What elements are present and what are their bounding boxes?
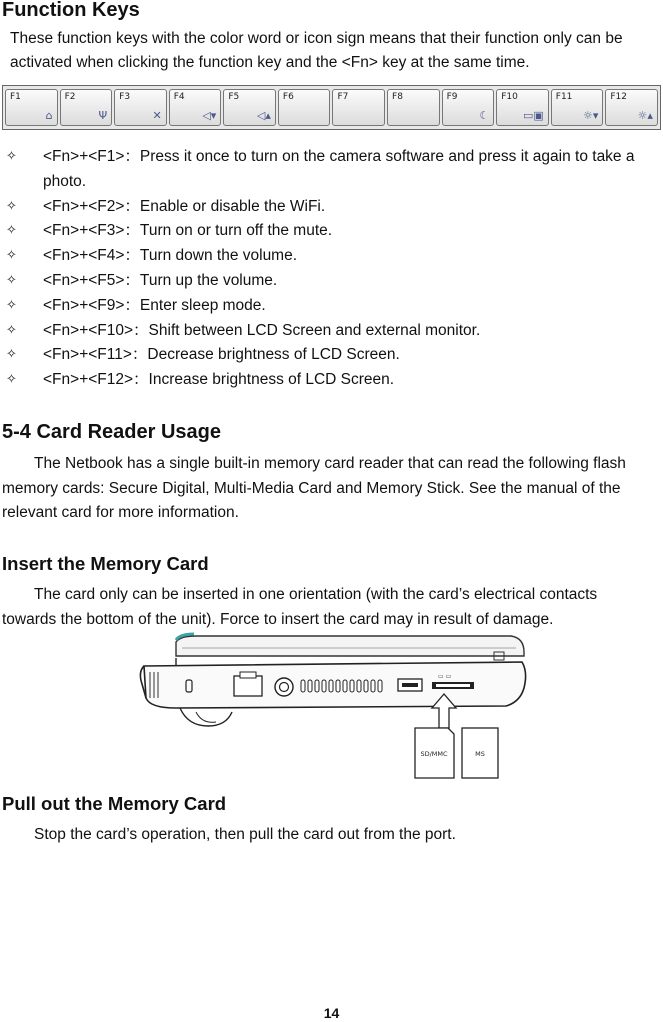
mute-icon: ✕ [152, 109, 162, 122]
function-key-f8 [387, 89, 440, 126]
fn-shortcut-text: <Fn>+<F5>：Turn up the volume. [43, 271, 278, 289]
sleep-icon: ☾ [479, 109, 490, 122]
function-key-row [2, 85, 661, 130]
diamond-bullet-icon: ✧ [6, 322, 17, 338]
function-key-f2 [60, 89, 113, 126]
fn-shortcut-list [0, 145, 663, 393]
diamond-bullet-icon: ✧ [6, 347, 17, 363]
sd-mmc-card-label: SD/MMC [420, 750, 448, 758]
function-key-f1 [5, 89, 58, 126]
function-key-f11 [551, 89, 604, 126]
diamond-bullet-icon: ✧ [6, 198, 17, 214]
fn-shortcut-item [0, 368, 640, 393]
card-reader-text: The Netbook has a single built-in memory card reader that can read the following flash memory cards: Secure Digital, Multi-Media Card and Memory Stick. See the manual of the relevant card for more information. [2, 455, 626, 521]
diamond-bullet-icon: ✧ [6, 297, 17, 313]
function-key-f6 [278, 89, 331, 126]
function-keys-intro: These function keys with the color word or icon sign means that their function only can be activated when clicking the function key and the <Fn> key at the same time. [10, 30, 623, 71]
function-key-label: F3 [119, 92, 131, 102]
function-keys-title: Function Keys [2, 0, 140, 21]
page-number: 14 [323, 1005, 340, 1021]
fn-shortcut-text: <Fn>+<F10>：Shift between LCD Screen and external monitor. [43, 321, 481, 339]
insert-card-text: The card only can be inserted in one orientation (with the card’s electrical contacts towards the bottom of the unit). Force to insert the card may in result of damage. [2, 586, 598, 628]
function-key-f10 [496, 89, 549, 126]
diamond-bullet-icon: ✧ [6, 248, 17, 264]
volume-up-icon: ◁▴ [256, 109, 271, 122]
fn-shortcut-item [0, 269, 640, 294]
function-key-label: F11 [555, 92, 573, 102]
fn-shortcut-text: <Fn>+<F9>：Enter sleep mode. [43, 296, 266, 314]
function-key-f12 [605, 89, 658, 126]
insert-card-title: Insert the Memory Card [2, 553, 209, 574]
function-key-label: F9 [446, 92, 458, 102]
pull-card-text: Stop the card’s operation, then pull the card out from the port. [34, 826, 456, 843]
function-key-f9 [442, 89, 495, 126]
function-key-label: F1 [10, 92, 21, 102]
diamond-bullet-icon: ✧ [6, 272, 17, 288]
ms-card-label: MS [475, 750, 485, 758]
function-key-f3 [114, 89, 167, 126]
function-key-label: F4 [173, 92, 185, 102]
camera-icon: ⌂ [45, 109, 53, 122]
diamond-bullet-icon: ✧ [6, 372, 17, 388]
function-key-label: F2 [64, 92, 76, 102]
fn-shortcut-item [0, 244, 640, 269]
diamond-bullet-icon: ✧ [6, 223, 17, 239]
pull-card-title: Pull out the Memory Card [2, 793, 227, 814]
function-key-f7 [332, 89, 385, 126]
function-key-label: F7 [337, 92, 349, 102]
brightness-down-icon: ☼▾ [582, 109, 599, 122]
card-insert-illustration [136, 632, 528, 782]
fn-shortcut-text: <Fn>+<F4>：Turn down the volume. [43, 247, 298, 265]
fn-shortcut-item [0, 343, 640, 368]
fn-shortcut-text: <Fn>+<F1>：Press it once to turn on the camera software and press it again to take a photo. [43, 148, 635, 190]
diamond-bullet-icon: ✧ [6, 149, 17, 164]
display-switch-icon: ▭▣ [522, 109, 544, 122]
function-key-label: F12 [610, 92, 627, 102]
function-key-label: F8 [392, 92, 403, 102]
volume-down-icon: ◁▾ [202, 109, 217, 122]
function-key-f4 [169, 89, 222, 126]
fn-shortcut-text: <Fn>+<F2>：Enable or disable the WiFi. [43, 197, 326, 215]
fn-shortcut-text: <Fn>+<F3>：Turn on or turn off the mute. [43, 222, 333, 240]
fn-shortcut-item [0, 195, 640, 220]
function-key-label: F10 [501, 92, 518, 102]
fn-shortcut-item [0, 319, 640, 344]
fn-shortcut-text: <Fn>+<F12>：Increase brightness of LCD Screen. [43, 371, 395, 389]
wifi-icon: Ψ [98, 109, 108, 122]
function-key-label: F5 [228, 92, 240, 102]
fn-shortcut-item [0, 294, 640, 319]
function-key-f5 [223, 89, 276, 126]
brightness-up-icon: ☼▴ [637, 109, 653, 122]
function-key-label: F6 [282, 92, 294, 102]
card-reader-title: 5-4 Card Reader Usage [2, 421, 221, 443]
fn-shortcut-item [0, 219, 640, 244]
svg-text:▭ ▭: ▭ ▭ [438, 673, 452, 680]
fn-shortcut-text: <Fn>+<F11>：Decrease brightness of LCD Screen. [43, 346, 400, 364]
fn-shortcut-item [0, 145, 640, 195]
